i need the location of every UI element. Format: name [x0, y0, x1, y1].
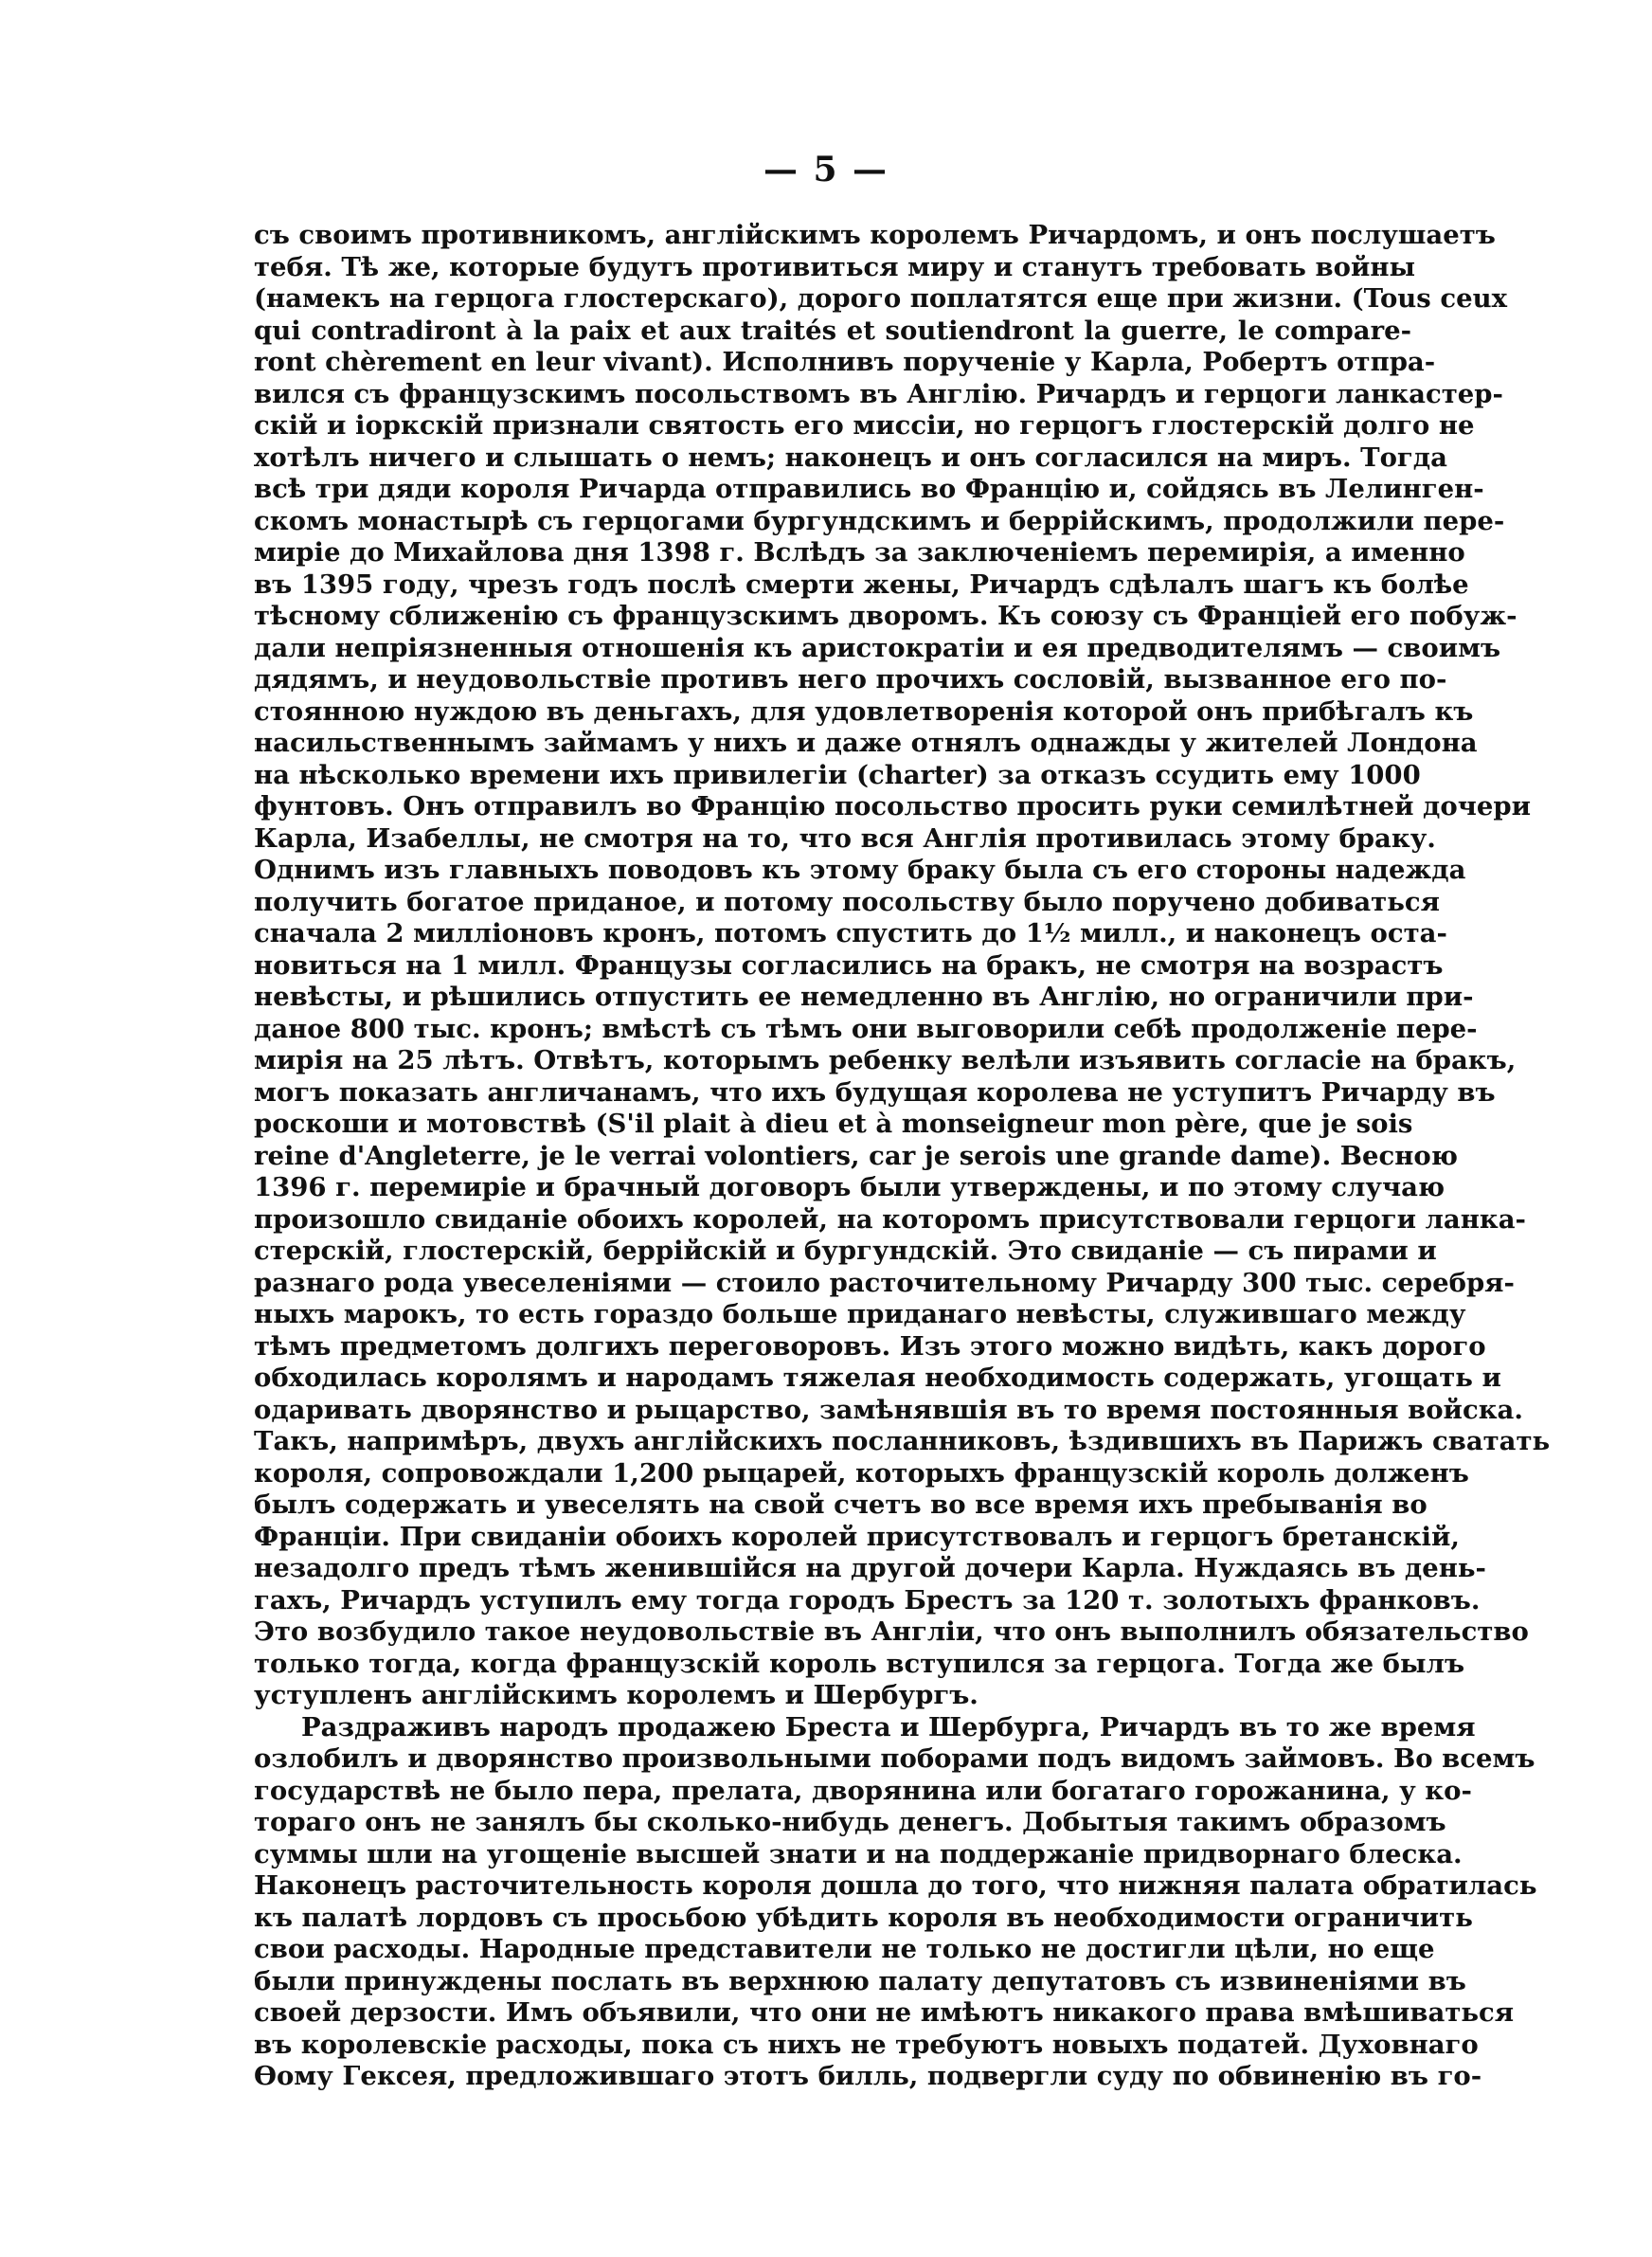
- body-text: [254, 220, 1551, 2093]
- text-line: даное 800 тыс. кронъ; вмѣстѣ съ тѣмъ они выговорили себѣ продолженіе пере-: [254, 1013, 1478, 1044]
- text-line: вился съ французскимъ посольствомъ въ Англію. Ричардъ и герцоги ланкастер-: [254, 378, 1503, 409]
- text-line: только тогда, когда французскій король вступился за герцога. Тогда же былъ: [254, 1648, 1465, 1679]
- text-line: разнаго рода увеселеніями — стоило расточительному Ричарду 300 тыс. серебря-: [254, 1267, 1515, 1298]
- text-line: тѣсному сближенію съ французскимъ дворомъ. Къ союзу съ Франціей его побуж-: [254, 601, 1517, 631]
- text-line: Такъ, напримѣръ, двухъ англійскихъ посланниковъ, ѣздившихъ въ Парижъ сватать: [254, 1426, 1551, 1456]
- text-line: (намекъ на герцога глостерскаго), дорого поплатятся еще при жизни. (Tous ceux: [254, 283, 1507, 314]
- text-line: скомъ монастырѣ съ герцогами бургундскимъ и беррійскимъ, продолжили пере-: [254, 505, 1505, 536]
- text-line: къ палатѣ лордовъ съ просьбою убѣдить короля въ необходимости ограничить: [254, 1902, 1473, 1933]
- text-line: Карла, Изабеллы, не смотря на то, что вся Англія противилась этому браку.: [254, 822, 1436, 854]
- text-line: гахъ, Ричардъ уступилъ ему тогда городъ Брестъ за 120 т. золотыхъ франковъ.: [254, 1584, 1481, 1616]
- text-line: короля, сопровождали 1,200 рыцарей, которыхъ французскій король долженъ: [254, 1457, 1469, 1489]
- text-line: на нѣсколько времени ихъ привилегіи (charter) за отказъ ссудить ему 1000: [254, 759, 1421, 790]
- text-line: миріе до Михайлова дня 1398 г. Вслѣдъ за заключеніемъ перемирія, а именно: [254, 537, 1465, 568]
- text-line: роскоши и мотовствѣ (S'il plait à dieu et à monseigneur mon père, que je sois: [254, 1109, 1413, 1139]
- text-line: Ѳому Гексея, предложившаго этотъ билль, подвергли суду по обвиненію въ го-: [254, 2061, 1482, 2091]
- text-line: невѣсты, и рѣшились отпустить ее немедленно въ Англію, но ограничили при-: [254, 982, 1474, 1012]
- text-line: дядямъ, и неудовольствіе противъ него прочихъ сословій, вызванное его по-: [254, 664, 1447, 695]
- text-line: Однимъ изъ главныхъ поводовъ къ этому браку была съ его стороны надежда: [254, 855, 1466, 885]
- text-line: были принуждены послать въ верхнюю палату депутатовъ съ извиненіями въ: [254, 1965, 1466, 1996]
- text-line: одаривать дворянство и рыцарство, замѣнявшія въ то время постоянныя войска.: [254, 1394, 1523, 1425]
- text-line: тѣмъ предметомъ долгихъ переговоровъ. Изъ этого можно видѣть, какъ дорого: [254, 1330, 1486, 1362]
- text-line: былъ содержать и увеселять на свой счетъ во все время ихъ пребыванія во: [254, 1490, 1428, 1520]
- text-line: Это возбудило такое неудовольствіе въ Англіи, что онъ выполнилъ обязательство: [254, 1616, 1529, 1647]
- text-line: reine d'Angleterre, je le verrai volontiers, car je serois une grande dame). Весною: [254, 1140, 1458, 1171]
- text-line: суммы шли на угощеніе высшей знати и на поддержаніе придворнаго блеска.: [254, 1838, 1463, 1869]
- page-number: — 5 —: [763, 150, 889, 190]
- text-line: тебя. Тѣ же, которые будутъ противиться миру и станутъ требовать войны: [254, 251, 1416, 282]
- text-line: новиться на 1 милл. Французы согласились на бракъ, не смотря на возрастъ: [254, 949, 1444, 981]
- text-line: 1396 г. перемиріе и брачный договоръ были утверждены, и по этому случаю: [254, 1172, 1446, 1202]
- text-line: съ своимъ противникомъ, англійскимъ королемъ Ричардомъ, и онъ послушаетъ: [254, 220, 1496, 250]
- text-line: ront chèrement en leur vivant). Исполнивъ порученіе у Карла, Робертъ отпра-: [254, 347, 1436, 377]
- text-line: могъ показать англичанамъ, что ихъ будущая королева не уступитъ Ричарду въ: [254, 1076, 1496, 1108]
- text-line: хотѣлъ ничего и слышать о немъ; наконецъ и онъ согласился на миръ. Тогда: [254, 442, 1447, 473]
- text-line: обходилась королямъ и народамъ тяжелая необходимость содержать, угощать и: [254, 1363, 1501, 1393]
- text-line: Франціи. При свиданіи обоихъ королей присутствовалъ и герцогъ бретанскій,: [254, 1521, 1460, 1552]
- text-line: скій и іоркскій признали святость его миссіи, но герцогъ глостерскій долго не: [254, 410, 1475, 441]
- text-line: озлобилъ и дворянство произвольными поборами подъ видомъ займовъ. Во всемъ: [254, 1743, 1535, 1774]
- text-line: дали непріязненныя отношенія къ аристократіи и ея предводителямъ — своимъ: [254, 632, 1501, 663]
- text-line: получить богатое приданое, и потому посольству было поручено добиваться: [254, 886, 1440, 917]
- text-line: всѣ три дяди короля Ричарда отправились во Францію и, сойдясь въ Лелинген-: [254, 474, 1484, 504]
- text-line: свои расходы. Народные представители не только не достигли цѣли, но еще: [254, 1934, 1435, 1964]
- text-line: своей дерзости. Имъ объявили, что они не имѣютъ никакого права вмѣшиваться: [254, 1997, 1515, 2028]
- text-line: Раздраживъ народъ продажею Бреста и Шербурга, Ричардъ въ то же время: [301, 1711, 1476, 1742]
- text-line: стерскій, глостерскій, беррійскій и бургундскій. Это свиданіе — съ пирами и: [254, 1236, 1437, 1266]
- text-line: произошло свиданіе обоихъ королей, на которомъ присутствовали герцоги ланка-: [254, 1203, 1526, 1235]
- text-line: ныхъ марокъ, то есть гораздо больше приданаго невѣсты, служившаго между: [254, 1299, 1466, 1329]
- text-line: qui contradiront à la paix et aux traités et soutiendront la guerre, le compare-: [254, 315, 1411, 346]
- text-line: мирія на 25 лѣтъ. Отвѣтъ, которымъ ребенку велѣли изъявить согласіе на бракъ,: [254, 1045, 1517, 1075]
- text-line: тораго онъ не занялъ бы сколько-нибудь денегъ. Добытыя такимъ образомъ: [254, 1807, 1446, 1837]
- text-line: фунтовъ. Онъ отправилъ во Францію посольство просить руки семилѣтней дочери: [254, 791, 1531, 822]
- text-line: въ 1395 году, чрезъ годъ послѣ смерти жены, Ричардъ сдѣлалъ шагъ къ болѣе: [254, 569, 1469, 600]
- text-line: уступленъ англійскимъ королемъ и Шербургъ.: [254, 1680, 979, 1710]
- text-line: государствѣ не было пера, прелата, дворянина или богатаго горожанина, у ко-: [254, 1775, 1472, 1806]
- text-line: насильственнымъ займамъ у нихъ и даже отнялъ однажды у жителей Лондона: [254, 728, 1478, 758]
- text-line: стоянною нуждою въ деньгахъ, для удовлетворенія которой онъ прибѣгалъ къ: [254, 695, 1474, 727]
- text-line: сначала 2 милліоновъ кронъ, потомъ спустить до 1½ милл., и наконецъ оста-: [254, 918, 1447, 948]
- text-line: Наконецъ расточительность короля дошла до того, что нижняя палата обратилась: [254, 1870, 1537, 1901]
- text-line: въ королевскіе расходы, пока съ нихъ не требуютъ новыхъ податей. Духовнаго: [254, 2029, 1479, 2060]
- text-line: незадолго предъ тѣмъ женившійся на другой дочери Карла. Нуждаясь въ день-: [254, 1553, 1486, 1583]
